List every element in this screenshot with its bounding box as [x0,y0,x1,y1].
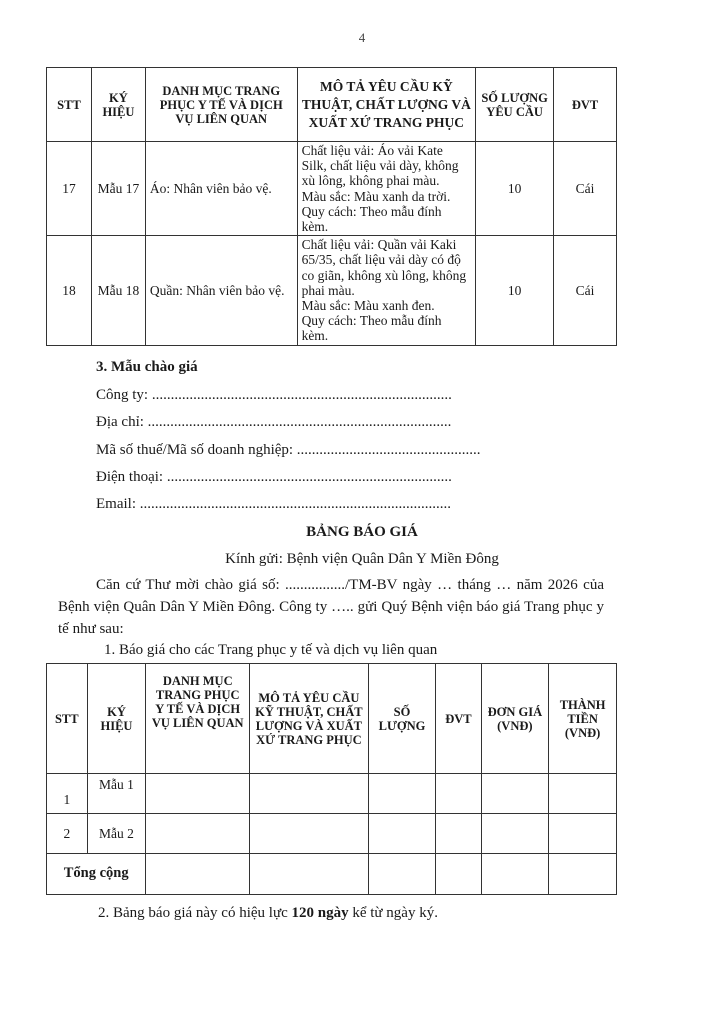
tax-code-field[interactable]: Mã số thuế/Mã số doanh nghiệp: ................................................. [96,442,481,458]
quote-header-row [47,664,617,774]
cell-code: Mẫu 18 [91,236,145,345]
cell-qty: 10 [476,236,554,345]
q-cell-total-input[interactable] [549,814,617,854]
quote-recipient: Kính gửi: Bệnh viện Quân Dân Y Miền Đông [225,551,499,567]
q-header-stt: STT [47,664,88,774]
q-cell-stt: 1 [47,774,88,814]
total-label: Tổng cộng [47,854,146,895]
q-header-code: KÝ HIỆU [87,664,146,774]
header-desc: MÔ TẢ YÊU CẦU KỸ THUẬT, CHẤT LƯỢNG VÀ XUẤT XỨ TRANG PHỤC [297,68,476,142]
desc-spec: Quy cách: Theo mẫu đính kèm. [301,313,442,344]
q-cell-unit-input[interactable] [436,774,481,814]
q-cell-price-input[interactable] [481,774,549,814]
q-cell-code: Mẫu 1 [87,774,146,814]
q-header-qty: SỐ LƯỢNG [368,664,436,774]
cell-qty: 10 [476,142,554,236]
q-cell-qty-input[interactable] [368,814,436,854]
desc-color: Màu sắc: Màu xanh da trời. [301,188,451,204]
desc-color: Màu sắc: Màu xanh đen. [301,298,435,314]
validity-prefix: 2. Bảng báo giá này có hiệu lực [98,905,292,921]
cell-desc [297,142,476,236]
q-cell-item-input[interactable] [146,814,250,854]
quote-intro: Căn cứ Thư mời chào giá số: ................/TM-BV ngày … tháng … năm 2026 của Bệnh viện Quân Dân Y Miền Đông. Công ty ….. gửi Quý Bệnh viện báo giá Trang phục y tế như sau: [58,577,604,637]
company-field[interactable]: Công ty: ................................................................................ [96,387,452,403]
q-cell-qty-input[interactable] [368,774,436,814]
header-unit: ĐVT [554,68,617,142]
q-header-unit: ĐVT [436,664,481,774]
q-cell-desc-input[interactable] [250,814,369,854]
requirements-table [46,67,617,346]
address-field[interactable]: Địa chỉ: ................................................................................. [96,414,452,430]
q-cell-unit-input[interactable] [436,814,481,854]
q-header-desc: MÔ TẢ YÊU CẦU KỸ THUẬT, CHẤT LƯỢNG VÀ XUẤT XỨ TRANG PHỤC [250,664,369,774]
quote-total-row [47,854,617,895]
quote-row [47,814,617,854]
desc-material: Chất liệu vải: Áo vải Kate Silk, chất liệu vải dày, không xù lông, không phai màu. [301,143,459,189]
cell-code: Mẫu 17 [91,142,145,236]
header-qty: SỐ LƯỢNG YÊU CẦU [476,68,554,142]
total-amount-cell[interactable] [549,854,617,895]
cell-unit: Cái [554,142,617,236]
header-code: KÝ HIỆU [91,68,145,142]
page-number: 4 [358,30,366,45]
q-cell-desc-input[interactable] [250,774,369,814]
header-item: DANH MỤC TRANG PHỤC Y TẾ VÀ DỊCH VỤ LIÊN QUAN [145,68,297,142]
desc-spec: Quy cách: Theo mẫu đính kèm. [301,203,442,235]
header-stt: STT [47,68,92,142]
q-header-item: DANH MỤC TRANG PHỤC Y TẾ VÀ DỊCH VỤ LIÊN QUAN [146,664,250,774]
cell-item: Áo: Nhân viên bảo vệ. [145,142,297,236]
quote-title: BẢNG BÁO GIÁ [306,524,418,540]
cell-stt: 17 [47,142,92,236]
q-cell-total-input[interactable] [549,774,617,814]
table-row [47,142,617,236]
section-title: 3. Mẫu chào giá [96,359,198,375]
q-header-unit-price: ĐƠN GIÁ (VNĐ) [481,664,549,774]
validity-suffix: kể từ ngày ký. [348,905,438,921]
total-price-cell[interactable] [481,854,549,895]
validity-days: 120 ngày [291,905,349,921]
q-cell-price-input[interactable] [481,814,549,854]
q-header-total: THÀNH TIỀN (VNĐ) [549,664,617,774]
q-cell-stt: 2 [47,814,88,854]
email-field[interactable]: Email: ................................................................................... [96,496,451,512]
validity-note [98,905,438,922]
quote-table [46,663,617,895]
desc-material: Chất liệu vải: Quần vải Kaki 65/35, chất liệu vải dày có độ co giãn, không xù lông, không phai màu. [301,237,467,298]
total-qty-cell[interactable] [368,854,436,895]
phone-field[interactable]: Điện thoại: ............................................................................ [96,469,452,485]
cell-item: Quần: Nhân viên bảo vệ. [145,236,297,345]
q-cell-code: Mẫu 2 [87,814,146,854]
cell-desc [297,236,476,345]
quote-item-1: 1. Báo giá cho các Trang phục y tế và dịch vụ liên quan [104,642,438,658]
table-row [47,236,617,345]
table-header-row [47,68,617,142]
total-item-cell[interactable] [146,854,250,895]
quote-row [47,774,617,814]
cell-unit: Cái [554,236,617,345]
total-unit-cell[interactable] [436,854,481,895]
cell-stt: 18 [47,236,92,345]
total-desc-cell[interactable] [250,854,369,895]
q-cell-item-input[interactable] [146,774,250,814]
